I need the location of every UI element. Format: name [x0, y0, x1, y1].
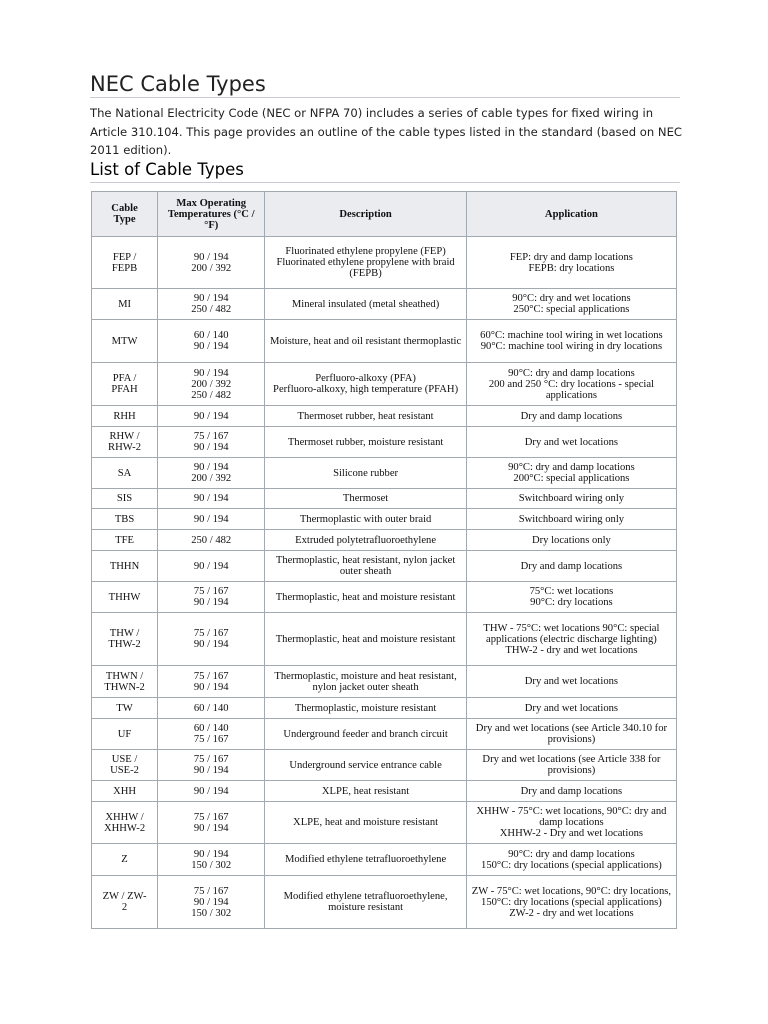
cell-temp-line: 250 / 482: [191, 534, 232, 546]
table-row: [92, 666, 677, 698]
cell-type: [92, 613, 158, 666]
cell-application-line: XHHW - 75°C: wet locations, 90°C: dry and damp locations: [476, 806, 667, 828]
table-row: [92, 719, 677, 750]
cell-type: [92, 551, 158, 582]
cell-temp-line: 200 / 392: [191, 473, 232, 484]
cell-temp-line: 90 / 194: [193, 597, 229, 608]
cell-application-line: THW - 75°C: wet locations 90°C: special applications (electric discharge lighting): [483, 622, 660, 645]
cell-description: [265, 406, 467, 427]
cell-application: [467, 237, 677, 289]
cell-temp-line: 60 / 140: [193, 723, 229, 734]
cell-description-line: Thermoset rubber, moisture resistant: [287, 436, 444, 448]
cell-type: [92, 844, 158, 876]
cell-description: [265, 802, 467, 844]
cell-application: [467, 582, 677, 613]
cell-description-line: Thermoplastic, heat and moisture resistant: [275, 633, 456, 645]
cell-temp-line: 90 / 194: [193, 785, 229, 797]
cell-application: [467, 509, 677, 530]
cell-type-line: USE / USE-2: [110, 754, 139, 776]
cell-description: [265, 363, 467, 406]
cell-application-line: 60°C: machine tool wiring in wet locations: [480, 330, 663, 341]
cell-application: [467, 489, 677, 509]
cell-description-line: Moisture, heat and oil resistant thermoplastic: [269, 335, 462, 347]
cell-application: [467, 289, 677, 320]
table-row: [92, 363, 677, 406]
cell-type-line: MTW: [111, 335, 138, 347]
cell-type-line: MI: [118, 298, 132, 310]
table-row: [92, 289, 677, 320]
cell-application: [467, 530, 677, 551]
cell-temp: [158, 489, 265, 509]
cell-temp-line: 200 / 392: [191, 378, 232, 390]
cell-description: [265, 698, 467, 719]
cell-type-line: PFA / PFAH: [111, 373, 138, 395]
cell-description-line: Thermoset: [342, 493, 389, 504]
cell-type-line: RHW / RHW-2: [108, 431, 142, 453]
cell-temp-line: 90 / 194: [193, 410, 229, 422]
cell-description: [265, 509, 467, 530]
cell-application: [467, 458, 677, 489]
cell-description: [265, 320, 467, 363]
cell-temp-line: 90 / 194: [193, 639, 229, 650]
cell-type-line: SA: [117, 467, 132, 479]
cell-type: [92, 320, 158, 363]
header-max-temp: Max Operating Temperatures (°C / °F): [158, 192, 265, 237]
cell-temp: [158, 289, 265, 320]
cable-types-table: [91, 191, 677, 929]
cell-type: [92, 750, 158, 781]
cell-description-line: Thermoplastic with outer braid: [299, 513, 432, 525]
cell-application-line: THW-2 - dry and wet locations: [505, 644, 638, 656]
section-divider: [90, 182, 680, 183]
cell-temp: [158, 320, 265, 363]
cell-temp: [158, 551, 265, 582]
cell-description: [265, 289, 467, 320]
cell-temp-line: 75 / 167: [193, 885, 229, 897]
cell-application-line: Dry locations only: [531, 534, 611, 546]
cell-type-line: XHHW / XHHW-2: [103, 811, 146, 834]
table-row: [92, 427, 677, 458]
table-row: [92, 844, 677, 876]
table-row: [92, 509, 677, 530]
cell-type-line: TFE: [115, 534, 134, 546]
cell-application-line: 250°C: special applications: [513, 304, 630, 315]
cell-temp: [158, 427, 265, 458]
cell-application: [467, 802, 677, 844]
cell-application-line: 90°C: dry and damp locations: [508, 848, 635, 860]
table-row: [92, 802, 677, 844]
cell-application-line: Dry and damp locations: [520, 785, 623, 797]
cell-type: [92, 530, 158, 551]
cell-description-line: Thermoset rubber, heat resistant: [297, 410, 434, 422]
cell-description-line: Modified ethylene tetrafluoroethylene, moisture resistant: [283, 891, 448, 913]
cell-description-line: Underground service entrance cable: [289, 759, 442, 771]
cell-application-line: Switchboard wiring only: [518, 513, 625, 525]
cell-temp-line: 90 / 194: [193, 341, 229, 352]
cell-description: [265, 876, 467, 929]
cell-description-line: Fluorinated ethylene propylene (FEP): [285, 246, 446, 257]
cell-temp-line: 60 / 140: [193, 702, 229, 714]
cell-application: [467, 698, 677, 719]
cell-temp-line: 90 / 194: [193, 896, 229, 908]
cell-description-line: Thermoplastic, moisture and heat resistant, nylon jacket outer sheath: [274, 670, 457, 693]
cell-type: [92, 876, 158, 929]
cell-description-line: Mineral insulated (metal sheathed): [291, 298, 440, 310]
table-row: [92, 237, 677, 289]
table-row: [92, 458, 677, 489]
cell-type-line: UF: [117, 728, 132, 740]
table-row: [92, 489, 677, 509]
cell-temp-line: 250 / 482: [191, 304, 232, 315]
cell-temp-line: 75 / 167: [193, 734, 229, 745]
cell-temp: [158, 458, 265, 489]
cell-application: [467, 551, 677, 582]
cell-temp-line: 90 / 194: [193, 293, 229, 304]
cell-type: [92, 666, 158, 698]
cell-temp-line: 90 / 194: [193, 681, 229, 693]
cell-type-line: Z: [121, 854, 128, 865]
cell-temp-line: 150 / 302: [191, 859, 232, 871]
cell-application: [467, 666, 677, 698]
cell-application: [467, 781, 677, 802]
cell-application-line: Dry and wet locations (see Article 338 for provisions): [482, 754, 661, 776]
cell-type: [92, 781, 158, 802]
cell-temp-line: 90 / 194: [193, 822, 229, 834]
cell-application-line: Switchboard wiring only: [518, 493, 625, 504]
cell-temp-line: 90 / 194: [193, 442, 229, 453]
cell-type: [92, 489, 158, 509]
cell-description: [265, 237, 467, 289]
cell-temp: [158, 876, 265, 929]
cell-temp-line: 150 / 302: [191, 907, 232, 919]
cell-application-line: 200°C: special applications: [513, 473, 630, 484]
cell-temp-line: 90 / 194: [193, 560, 229, 572]
cell-temp: [158, 530, 265, 551]
cell-description: [265, 844, 467, 876]
cell-temp: [158, 698, 265, 719]
cell-temp-line: 90 / 194: [193, 848, 229, 860]
cell-description: [265, 530, 467, 551]
cell-description: [265, 666, 467, 698]
table-row: [92, 320, 677, 363]
intro-paragraph: The National Electricity Code (NEC or NFPA 70) includes a series of cable types for fixed wiring in Article 310.104. This page provides an outline of the cable types listed in the standard (based on NEC 2011 edition).: [90, 106, 682, 157]
cell-application-line: Dry and wet locations: [524, 436, 619, 448]
cell-application-line: Dry and damp locations: [520, 410, 623, 422]
cell-type: [92, 237, 158, 289]
cell-description-line: Thermoplastic, heat and moisture resistant: [275, 591, 456, 603]
cell-temp-line: 200 / 392: [191, 262, 232, 274]
cell-application-line: 90°C: machine tool wiring in dry locations: [480, 341, 663, 352]
cell-type-line: SIS: [116, 493, 133, 504]
cell-type: [92, 582, 158, 613]
cell-temp: [158, 582, 265, 613]
cell-description: [265, 750, 467, 781]
cell-temp-line: 90 / 194: [193, 367, 229, 379]
cell-description: [265, 551, 467, 582]
cell-description-line: XLPE, heat resistant: [321, 785, 410, 797]
cell-application-line: Dry and wet locations: [524, 702, 619, 714]
table-row: [92, 582, 677, 613]
cell-application-line: Dry and wet locations (see Article 340.10 for provisions): [475, 723, 668, 745]
cell-temp: [158, 666, 265, 698]
table-row: [92, 406, 677, 427]
cell-temp: [158, 406, 265, 427]
cell-temp-line: 75 / 167: [193, 811, 229, 823]
cell-temp: [158, 719, 265, 750]
cell-temp: [158, 613, 265, 666]
cell-application-line: 150°C: dry locations (special applications): [481, 859, 662, 871]
cell-type: [92, 406, 158, 427]
cell-type-line: THHW: [108, 591, 141, 603]
cell-description-line: Fluorinated ethylene propylene with braid (FEPB): [276, 257, 455, 279]
cell-application: [467, 320, 677, 363]
cell-type-line: THWN / THWN-2: [104, 670, 145, 693]
title-divider: [90, 97, 680, 98]
cell-application-line: ZW - 75°C: wet locations, 90°C: dry locations, 150°C: dry locations (special applications): [471, 885, 672, 908]
cell-description: [265, 781, 467, 802]
table-row: [92, 876, 677, 929]
cell-type: [92, 509, 158, 530]
cell-temp: [158, 781, 265, 802]
cell-temp: [158, 844, 265, 876]
table-row: [92, 781, 677, 802]
cell-temp: [158, 802, 265, 844]
cell-description: [265, 458, 467, 489]
cell-temp-line: 90 / 194: [193, 251, 229, 263]
cell-temp-line: 75 / 167: [193, 628, 229, 639]
cell-temp-line: 60 / 140: [193, 330, 229, 341]
cell-description-line: XLPE, heat and moisture resistant: [293, 817, 439, 828]
header-application: Application: [467, 192, 677, 237]
cell-application-line: FEP: dry and damp locations: [509, 251, 633, 263]
cell-description-line: Modified ethylene tetrafluoroethylene: [284, 854, 447, 865]
cell-type-line: TW: [116, 702, 133, 714]
cell-description: [265, 613, 467, 666]
cell-temp-line: 75 / 167: [193, 754, 229, 765]
table-row: [92, 750, 677, 781]
cell-application-line: Dry and wet locations: [524, 676, 619, 687]
cell-description-line: Silicone rubber: [333, 467, 399, 479]
cell-application-line: Dry and damp locations: [520, 560, 623, 572]
cell-application: [467, 844, 677, 876]
cell-application-line: ZW-2 - dry and wet locations: [509, 907, 634, 919]
table-row: [92, 698, 677, 719]
cell-temp-line: 75 / 167: [193, 670, 229, 682]
cell-temp-line: 90 / 194: [193, 462, 229, 473]
cell-description-line: Thermoplastic, moisture resistant: [294, 702, 437, 714]
cell-application-line: 90°C: dry and damp locations: [508, 367, 635, 379]
section-title: List of Cable Types: [90, 160, 244, 179]
cell-description: [265, 719, 467, 750]
cell-type-line: TBS: [114, 513, 135, 525]
cell-type-line: THHN: [109, 560, 140, 572]
cell-type-line: XHH: [113, 785, 137, 797]
cell-temp: [158, 509, 265, 530]
header-description: Description: [265, 192, 467, 237]
cell-application: [467, 750, 677, 781]
cell-description: [265, 582, 467, 613]
cell-type: [92, 802, 158, 844]
table-row: [92, 551, 677, 582]
cell-type-line: THW / THW-2: [108, 628, 141, 650]
cell-type-line: FEP / FEPB: [111, 251, 138, 274]
cell-type-line: RHH: [113, 410, 136, 422]
table-row: [92, 530, 677, 551]
cell-application: [467, 363, 677, 406]
cell-description: [265, 427, 467, 458]
cell-application: [467, 406, 677, 427]
cell-application: [467, 427, 677, 458]
cell-description-line: Perfluoro-alkoxy, high temperature (PFAH): [273, 384, 459, 395]
cell-temp-line: 90 / 194: [193, 493, 229, 504]
cell-temp-line: 250 / 482: [191, 389, 232, 401]
cell-temp-line: 75 / 167: [193, 431, 229, 442]
table-body: [92, 237, 677, 929]
cell-application-line: FEPB: dry locations: [528, 262, 615, 274]
cell-description: [265, 489, 467, 509]
cell-description-line: Extruded polytetrafluoroethylene: [295, 534, 437, 546]
cell-application-line: XHHW-2 - Dry and wet locations: [499, 828, 644, 839]
cell-type: [92, 289, 158, 320]
cell-temp: [158, 750, 265, 781]
cell-application-line: 200 and 250 °C: dry locations - special applications: [488, 378, 654, 401]
cell-type: [92, 427, 158, 458]
cell-temp: [158, 363, 265, 406]
cell-application-line: 90°C: dry and damp locations: [508, 462, 635, 473]
cell-type: [92, 363, 158, 406]
cell-description-line: Underground feeder and branch circuit: [283, 728, 448, 740]
cell-temp-line: 75 / 167: [193, 586, 229, 597]
header-cable-type: Cable Type: [92, 192, 158, 237]
cell-type-line: ZW / ZW-2: [102, 891, 147, 913]
table-row: [92, 613, 677, 666]
cell-type: [92, 458, 158, 489]
cell-temp-line: 90 / 194: [193, 765, 229, 776]
cell-application-line: 75°C: wet locations: [529, 586, 614, 597]
cell-application-line: 90°C: dry locations: [530, 597, 613, 608]
cell-description-line: Thermoplastic, heat resistant, nylon jacket outer sheath: [275, 555, 456, 577]
cell-application: [467, 876, 677, 929]
cell-application: [467, 613, 677, 666]
cell-temp: [158, 237, 265, 289]
cell-type: [92, 698, 158, 719]
cell-application: [467, 719, 677, 750]
cell-type: [92, 719, 158, 750]
page-title: NEC Cable Types: [90, 72, 266, 96]
cell-description-line: Perfluoro-alkoxy (PFA): [315, 373, 416, 384]
table-header-row: [92, 192, 677, 237]
cell-application-line: 90°C: dry and wet locations: [512, 293, 631, 304]
cell-temp-line: 90 / 194: [193, 513, 229, 525]
